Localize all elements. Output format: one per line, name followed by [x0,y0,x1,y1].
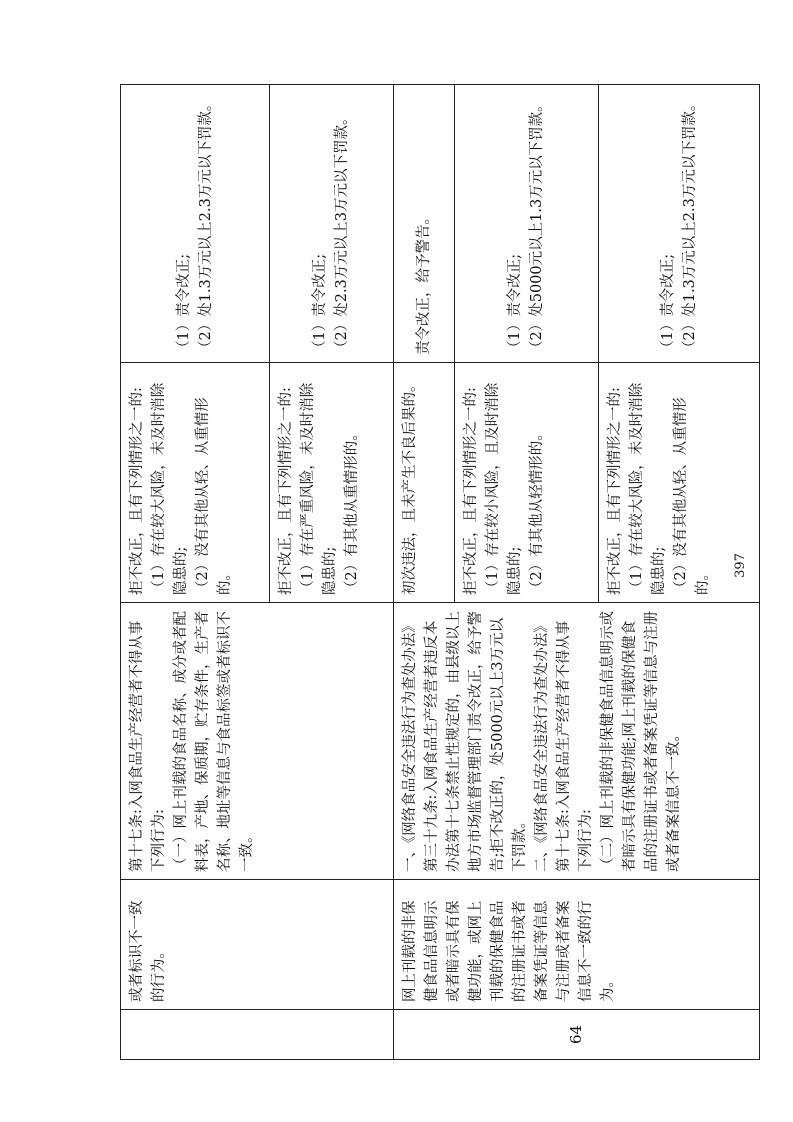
situation-cell: 初次违法，且未产生不良后果的。 [393,363,454,603]
penalty-cell: （1）责令改正; （2）处1.3万元以上2.3万元以下罚款。 [121,85,270,363]
situation-cell: 拒不改正，且有下列情形之一的: （1）存在较大风险，未及时消除隐患的; （2）没有其他从轻、从重情形的。 [121,363,270,603]
page-number: 397 [732,553,748,578]
penalty-standard-table [120,84,760,1060]
conduct-cell: 网上刊载的非保健食品信息明示或者暗示具有保健功能，或网上刊载的保健食品的注册证书或者备案凭证等信息与注册或者备案信息不一致的行为。 [393,880,759,1010]
table-row [121,85,270,1060]
situation-cell: 拒不改正，且有下列情形之一的: （1）存在较大风险，未及时消除隐患的; （2）没有其他从轻、从重情形的。 [598,363,759,603]
situation-cell: 拒不改正，且有下列情形之一的: （1）存在较小风险，且及时消除隐患的; （2）有其他从轻情形的。 [454,363,598,603]
row-number-cell: 64 [393,1010,759,1060]
row-number-cell-empty [121,1010,394,1060]
penalty-cell: （1）责令改正; （2）处5000元以上1.3万元以下罚款。 [454,85,598,363]
conduct-cell: 或者标识不一致的行为。 [121,880,394,1010]
penalty-cell: 责令改正，给予警告。 [393,85,454,363]
table-row [393,85,454,1060]
penalty-cell: （1）责令改正; （2）处1.3万元以上2.3万元以下罚款。 [598,85,759,363]
situation-cell: 拒不改正，且有下列情形之一的: （1）存在严重风险，未及时消除隐患的; （2）有其他从重情形的。 [270,363,393,603]
legal-basis-cell: 一、《网络食品安全违法行为查处办法》第三十九条:入网食品生产经营者违反本办法第十七条禁止性规定的，由县级以上地方市场监督管理部门责令改正，给予警告;拒不改正的，处5000元以上3万元以下罚款。 二、《网络食品安全违法行为查处办法》第十七条:入网食品生产经营者不得从事下列行为: （二）网上刊载的非保健食品信息明示或者暗示具有保健功能;网上刊载的保健食品的注册证书或者备案凭证等信息与注册或者备案信息不一致。 [393,603,759,880]
rotated-page-content [120,85,760,1060]
penalty-cell: （1）责令改正; （2）处2.3万元以上3万元以下罚款。 [270,85,393,363]
legal-basis-cell: 第十七条:入网食品生产经营者不得从事下列行为: （一）网上刊载的食品名称、成分或者配料表，产地、保质期，贮存条件，生产者名称、地址等信息与食品标签或者标识不一致。 [121,603,394,880]
